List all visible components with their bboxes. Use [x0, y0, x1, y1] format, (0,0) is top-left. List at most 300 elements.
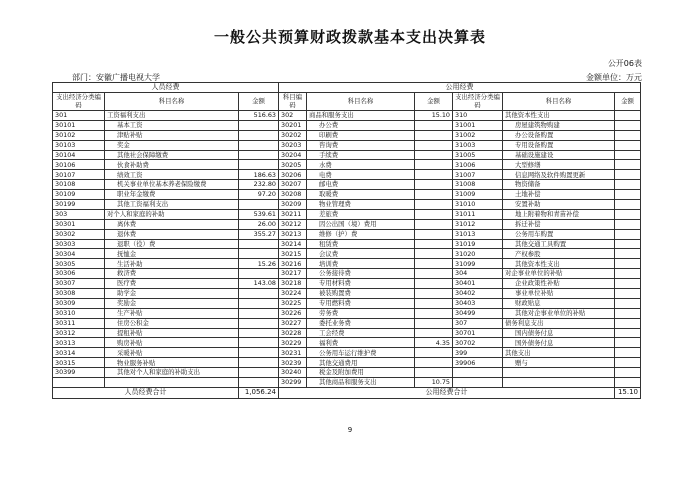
amount-cell: [615, 209, 641, 219]
name-cell: 物资储备: [503, 180, 615, 190]
code-cell: [453, 378, 503, 388]
name-cell: 退休费: [105, 229, 239, 239]
code-cell: 30227: [279, 318, 307, 328]
code-cell: 30206: [279, 170, 307, 180]
header-code: 科目编码: [279, 93, 307, 111]
amount-cell: [415, 190, 453, 200]
amount-cell: [239, 308, 279, 318]
code-cell: 30216: [279, 259, 307, 269]
code-cell: 31013: [453, 229, 503, 239]
amount-cell: 143.08: [239, 279, 279, 289]
amount-cell: [415, 269, 453, 279]
code-cell: 30103: [53, 140, 105, 150]
amount-cell: 516.63: [239, 111, 279, 121]
name-cell: 医疗费: [105, 279, 239, 289]
name-cell: 物业管理费: [307, 200, 415, 210]
amount-cell: [615, 229, 641, 239]
name-cell: [503, 378, 615, 388]
code-cell: 31012: [453, 219, 503, 229]
amount-cell: [415, 219, 453, 229]
amount-cell: [415, 298, 453, 308]
name-cell: 地上附着物和青苗补偿: [503, 209, 615, 219]
name-cell: 公务用车购置: [503, 229, 615, 239]
amount-cell: [415, 120, 453, 130]
name-cell: 赠与: [503, 358, 615, 368]
amount-cell: [239, 338, 279, 348]
name-cell: 其他交通费用: [307, 358, 415, 368]
amount-cell: [615, 111, 641, 121]
amount-cell: 26.00: [239, 219, 279, 229]
code-cell: 30225: [279, 298, 307, 308]
amount-cell: [615, 140, 641, 150]
code-cell: 30218: [279, 279, 307, 289]
code-cell: 302: [279, 111, 307, 121]
name-cell: 工资福利支出: [105, 111, 239, 121]
code-cell: 31099: [453, 259, 503, 269]
name-cell: 大型修缮: [503, 160, 615, 170]
name-cell: 会议费: [307, 249, 415, 259]
unit-label: 金额单位：万元: [586, 73, 642, 82]
amount-cell: [615, 318, 641, 328]
code-cell: 30239: [279, 358, 307, 368]
amount-cell: [615, 239, 641, 249]
amount-cell: [239, 368, 279, 378]
amount-cell: [415, 289, 453, 299]
code-cell: 399: [453, 348, 503, 358]
code-cell: 30101: [53, 120, 105, 130]
name-cell: 职业年金缴费: [105, 190, 239, 200]
code-cell: 31001: [453, 120, 503, 130]
code-cell: 31006: [453, 160, 503, 170]
name-cell: 奖励金: [105, 298, 239, 308]
table-row: [53, 348, 641, 358]
amount-cell: [615, 289, 641, 299]
amount-cell: [615, 130, 641, 140]
group-personnel: 人员经费: [53, 83, 279, 93]
amount-cell: [415, 160, 453, 170]
code-cell: 30307: [53, 279, 105, 289]
amount-cell: [415, 209, 453, 219]
code-cell: 30240: [279, 368, 307, 378]
code-cell: 310: [453, 111, 503, 121]
code-cell: 30108: [53, 180, 105, 190]
name-cell: 专用燃料费: [307, 298, 415, 308]
group-header-row: [53, 83, 641, 93]
name-cell: 邮电费: [307, 180, 415, 190]
header-name: 科目名称: [105, 93, 239, 111]
amount-cell: [415, 308, 453, 318]
table-row: [53, 269, 641, 279]
name-cell: 委托业务费: [307, 318, 415, 328]
amount-cell: [615, 170, 641, 180]
table-row: [53, 378, 641, 388]
amount-cell: 232.80: [239, 180, 279, 190]
code-cell: [453, 368, 503, 378]
name-cell: 基本工资: [105, 120, 239, 130]
name-cell: 其他交通工具购置: [503, 239, 615, 249]
code-cell: 30107: [53, 170, 105, 180]
name-cell: 租赁费: [307, 239, 415, 249]
table-row: [53, 259, 641, 269]
amount-cell: [415, 279, 453, 289]
amount-cell: [615, 338, 641, 348]
name-cell: 对个人和家庭的补助: [105, 209, 239, 219]
name-cell: 债务利息支出: [503, 318, 615, 328]
name-cell: 其他对个人和家庭的补助支出: [105, 368, 239, 378]
name-cell: 其他支出: [503, 348, 615, 358]
page-title: 一般公共预算财政拨款基本支出决算表: [213, 28, 486, 46]
code-cell: 31010: [453, 200, 503, 210]
amount-cell: [615, 308, 641, 318]
code-cell: 30499: [453, 308, 503, 318]
code-cell: 30203: [279, 140, 307, 150]
amount-cell: [239, 348, 279, 358]
name-cell: 国外债务付息: [503, 338, 615, 348]
code-cell: 30202: [279, 130, 307, 140]
department-label: 部门：安徽广播电视大学: [72, 73, 160, 82]
code-cell: 30299: [279, 378, 307, 388]
code-cell: 30207: [279, 180, 307, 190]
header-amount: 金额: [615, 93, 641, 111]
table-row: [53, 289, 641, 299]
amount-cell: [415, 229, 453, 239]
name-cell: 房屋建筑物购建: [503, 120, 615, 130]
code-cell: 30231: [279, 348, 307, 358]
name-cell: 其他社会保障缴费: [105, 150, 239, 160]
amount-cell: [615, 190, 641, 200]
name-cell: 取暖费: [307, 190, 415, 200]
name-cell: 其他商品和服务支出: [307, 378, 415, 388]
name-cell: 公务用车运行维护费: [307, 348, 415, 358]
table-row: [53, 328, 641, 338]
amount-cell: [615, 150, 641, 160]
amount-cell: [615, 269, 641, 279]
name-cell: 离休费: [105, 219, 239, 229]
amount-cell: [239, 328, 279, 338]
table-row: [53, 120, 641, 130]
name-cell: 其他工资福利支出: [105, 200, 239, 210]
code-cell: 30199: [53, 200, 105, 210]
amount-cell: [415, 140, 453, 150]
totals-row: [53, 387, 641, 398]
code-cell: 31007: [453, 170, 503, 180]
amount-cell: [239, 150, 279, 160]
table-row: [53, 160, 641, 170]
code-cell: 30102: [53, 130, 105, 140]
amount-cell: [615, 120, 641, 130]
amount-cell: [615, 348, 641, 358]
code-cell: 30309: [53, 298, 105, 308]
amount-cell: [239, 358, 279, 368]
table-row: [53, 358, 641, 368]
name-cell: 维修（护）费: [307, 229, 415, 239]
name-cell: 伙食补助费: [105, 160, 239, 170]
code-cell: 30310: [53, 308, 105, 318]
amount-cell: [615, 180, 641, 190]
code-cell: 30106: [53, 160, 105, 170]
code-cell: 30315: [53, 358, 105, 368]
name-cell: 采暖补贴: [105, 348, 239, 358]
table-row: [53, 318, 641, 328]
code-cell: 30305: [53, 259, 105, 269]
table-row: [53, 209, 641, 219]
table-row: [53, 150, 641, 160]
name-cell: 其他对企事业单位的补贴: [503, 308, 615, 318]
name-cell: 抚恤金: [105, 249, 239, 259]
name-cell: 培训费: [307, 259, 415, 269]
amount-cell: [239, 269, 279, 279]
group-public: 公用经费: [279, 83, 641, 93]
amount-cell: [615, 298, 641, 308]
amount-cell: [615, 259, 641, 269]
code-cell: 30311: [53, 318, 105, 328]
name-cell: 安置补助: [503, 200, 615, 210]
code-cell: 30201: [279, 120, 307, 130]
amount-cell: [239, 298, 279, 308]
code-cell: 30208: [279, 190, 307, 200]
code-cell: 30403: [453, 298, 503, 308]
code-cell: 31009: [453, 190, 503, 200]
name-cell: 信息网络及软件购置更新: [503, 170, 615, 180]
code-cell: 30226: [279, 308, 307, 318]
code-cell: 30312: [53, 328, 105, 338]
header-amount: 金额: [239, 93, 279, 111]
name-cell: 工会经费: [307, 328, 415, 338]
name-cell: 劳务费: [307, 308, 415, 318]
table-row: [53, 111, 641, 121]
name-cell: 被装购置费: [307, 289, 415, 299]
amount-cell: [415, 130, 453, 140]
code-cell: 301: [53, 111, 105, 121]
amount-cell: [415, 259, 453, 269]
code-cell: 30229: [279, 338, 307, 348]
name-cell: 助学金: [105, 289, 239, 299]
name-cell: 国内债务付息: [503, 328, 615, 338]
code-cell: 30314: [53, 348, 105, 358]
name-cell: 差旅费: [307, 209, 415, 219]
personnel-total-label: 人员经费合计: [53, 387, 239, 398]
code-cell: 30224: [279, 289, 307, 299]
name-cell: 购房补贴: [105, 338, 239, 348]
expenditure-table: [52, 82, 641, 399]
amount-cell: 15.10: [415, 111, 453, 121]
code-cell: 31008: [453, 180, 503, 190]
amount-cell: [415, 239, 453, 249]
amount-cell: [239, 318, 279, 328]
code-cell: 30211: [279, 209, 307, 219]
code-cell: 30304: [53, 249, 105, 259]
header-name: 科目名称: [307, 93, 415, 111]
name-cell: 土地补偿: [503, 190, 615, 200]
code-cell: 30399: [53, 368, 105, 378]
code-cell: 31020: [453, 249, 503, 259]
table-row: [53, 239, 641, 249]
amount-cell: [239, 130, 279, 140]
amount-cell: [239, 239, 279, 249]
name-cell: 印刷费: [307, 130, 415, 140]
code-cell: [53, 378, 105, 388]
table-row: [53, 338, 641, 348]
name-cell: 拆迁补偿: [503, 219, 615, 229]
amount-cell: [415, 318, 453, 328]
code-cell: 30212: [279, 219, 307, 229]
code-cell: 30213: [279, 229, 307, 239]
name-cell: 专用设备购置: [503, 140, 615, 150]
name-cell: 退职（役）费: [105, 239, 239, 249]
amount-cell: [415, 249, 453, 259]
amount-cell: [415, 328, 453, 338]
amount-cell: [415, 358, 453, 368]
amount-cell: [615, 368, 641, 378]
code-cell: 30401: [453, 279, 503, 289]
name-cell: [503, 368, 615, 378]
public-total-value: 15.10: [615, 387, 641, 398]
name-cell: 商品和服务支出: [307, 111, 415, 121]
code-cell: 30302: [53, 229, 105, 239]
table-row: [53, 249, 641, 259]
name-cell: 财政贴息: [503, 298, 615, 308]
amount-cell: [239, 120, 279, 130]
amount-cell: [239, 289, 279, 299]
name-cell: 生产补贴: [105, 308, 239, 318]
amount-cell: [615, 328, 641, 338]
amount-cell: [615, 160, 641, 170]
code-cell: 30313: [53, 338, 105, 348]
code-cell: 31003: [453, 140, 503, 150]
code-cell: 30204: [279, 150, 307, 160]
amount-cell: [239, 140, 279, 150]
code-cell: 30228: [279, 328, 307, 338]
name-cell: 绩效工资: [105, 170, 239, 180]
name-cell: 手续费: [307, 150, 415, 160]
name-cell: 电费: [307, 170, 415, 180]
code-cell: 30301: [53, 219, 105, 229]
name-cell: 其他资本性支出: [503, 259, 615, 269]
header-amount: 金额: [415, 93, 453, 111]
name-cell: 提租补贴: [105, 328, 239, 338]
amount-cell: 15.26: [239, 259, 279, 269]
code-cell: 30702: [453, 338, 503, 348]
personnel-total-value: 1,056.24: [239, 387, 279, 398]
name-cell: 物业服务补贴: [105, 358, 239, 368]
table-row: [53, 200, 641, 210]
table-row: [53, 279, 641, 289]
name-cell: 水费: [307, 160, 415, 170]
name-cell: 对企事业单位的补贴: [503, 269, 615, 279]
code-cell: 31002: [453, 130, 503, 140]
amount-cell: [415, 348, 453, 358]
header-name: 科目名称: [503, 93, 615, 111]
code-cell: 30306: [53, 269, 105, 279]
code-cell: 30109: [53, 190, 105, 200]
code-cell: 30209: [279, 200, 307, 210]
table-row: [53, 140, 641, 150]
amount-cell: 355.27: [239, 229, 279, 239]
amount-cell: [415, 180, 453, 190]
amount-cell: [415, 368, 453, 378]
name-cell: [105, 378, 239, 388]
name-cell: 机关事业单位基本养老保险缴费: [105, 180, 239, 190]
code-cell: 30104: [53, 150, 105, 160]
code-cell: 30303: [53, 239, 105, 249]
amount-cell: [415, 170, 453, 180]
code-cell: 31011: [453, 209, 503, 219]
code-cell: 31005: [453, 150, 503, 160]
code-cell: 31019: [453, 239, 503, 249]
table-row: [53, 190, 641, 200]
code-cell: 39906: [453, 358, 503, 368]
table-row: [53, 229, 641, 239]
name-cell: 基础设施建设: [503, 150, 615, 160]
amount-cell: [615, 279, 641, 289]
name-cell: 因公出国（境）费用: [307, 219, 415, 229]
name-cell: 产权参股: [503, 249, 615, 259]
amount-cell: [239, 378, 279, 388]
amount-cell: [615, 378, 641, 388]
code-cell: 30308: [53, 289, 105, 299]
name-cell: 津贴补贴: [105, 130, 239, 140]
name-cell: 企业政策性补贴: [503, 279, 615, 289]
name-cell: 其他资本性支出: [503, 111, 615, 121]
code-cell: 304: [453, 269, 503, 279]
code-cell: 303: [53, 209, 105, 219]
amount-cell: [239, 200, 279, 210]
page-number: 9: [347, 426, 353, 434]
code-cell: 30217: [279, 269, 307, 279]
table-row: [53, 308, 641, 318]
amount-cell: [415, 150, 453, 160]
form-number: 公开06表: [607, 59, 642, 68]
code-cell: 30215: [279, 249, 307, 259]
name-cell: 住房公积金: [105, 318, 239, 328]
table-row: [53, 180, 641, 190]
name-cell: 奖金: [105, 140, 239, 150]
header-code: 支出经济分类编码: [453, 93, 503, 111]
table-row: [53, 130, 641, 140]
name-cell: 福利费: [307, 338, 415, 348]
code-cell: 307: [453, 318, 503, 328]
table-row: [53, 368, 641, 378]
name-cell: 办公费: [307, 120, 415, 130]
amount-cell: [615, 249, 641, 259]
name-cell: 救济费: [105, 269, 239, 279]
amount-cell: [239, 160, 279, 170]
name-cell: 办公设备购置: [503, 130, 615, 140]
amount-cell: 4.35: [415, 338, 453, 348]
header-code: 支出经济分类编码: [53, 93, 105, 111]
amount-cell: [615, 219, 641, 229]
amount-cell: 10.75: [415, 378, 453, 388]
amount-cell: [615, 358, 641, 368]
amount-cell: [415, 200, 453, 210]
name-cell: 税金及附加费用: [307, 368, 415, 378]
amount-cell: 186.63: [239, 170, 279, 180]
amount-cell: 539.61: [239, 209, 279, 219]
table-row: [53, 298, 641, 308]
name-cell: 咨询费: [307, 140, 415, 150]
column-header-row: [53, 93, 641, 111]
amount-cell: [239, 249, 279, 259]
name-cell: 公务接待费: [307, 269, 415, 279]
name-cell: 生活补助: [105, 259, 239, 269]
code-cell: 30214: [279, 239, 307, 249]
name-cell: 事业单位补贴: [503, 289, 615, 299]
table-row: [53, 170, 641, 180]
code-cell: 30701: [453, 328, 503, 338]
public-total-label: 公用经费合计: [279, 387, 615, 398]
code-cell: 30205: [279, 160, 307, 170]
table-row: [53, 219, 641, 229]
